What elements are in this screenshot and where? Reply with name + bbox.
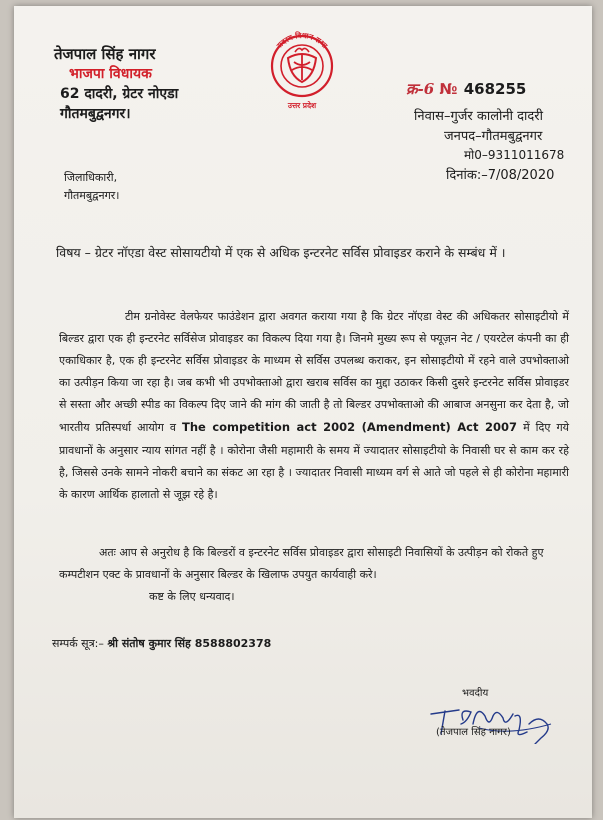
- letter-page: [14, 6, 592, 818]
- sender-role: भाजपा विधायक: [69, 66, 152, 82]
- mobile-number: मो0–9311011678: [464, 148, 565, 162]
- body-act-name: The competition act 2002 (Amendment) Act 2007: [181, 420, 518, 435]
- sender-city: गौतमबुद्वनगर।: [60, 106, 131, 122]
- legislature-emblem-icon: [264, 24, 340, 112]
- body-paragraph: [59, 306, 569, 506]
- signatory-name: (तेजपाल सिंह नागर): [436, 727, 511, 738]
- subject-line: विषय – ग्रेटर नॉएडा वेस्ट सोसायटीयो में एक से अधिक इन्टरनेट सर्विस प्रोवाइडर कराने के सम्बंध में ।: [56, 245, 506, 260]
- contact-person: श्री संतोष कुमार सिंह 8588802378: [107, 637, 272, 650]
- serial-number: [406, 79, 526, 99]
- recipient-city: गौतमबुद्वनगर।: [64, 189, 120, 202]
- closing-regards: भवदीय: [462, 688, 489, 699]
- recipient-title: जिलाधिकारी,: [64, 171, 118, 184]
- request-text: अतः आप से अनुरोध है कि बिल्डरों व इन्टरनेट सर्विस प्रोवाइडर द्वारा सोसाइटी निवासियों के उत्पीड़न को रोकते हुए कम्पटीशन एक्ट के प्रावधानों के अनुसार बिल्डर के खिलाफ उपयुत कार्यवाही करे।: [59, 546, 544, 581]
- emblem-bottom-text: उत्तर प्रदेश: [287, 101, 317, 110]
- body-text-part3: में दिए गये प्रावधानों के अनुसार न्याय सांगत नहीं है । कोरोना जैसी महामारी के समय में ज्यादातर सोसाइटीयो के निवासी घर से काम कर रहे है, जिससे उनके सामने नोकरी बचाने का संकट आ रहा है । ज्यादातर निवासी माध्यम वर्ग से आते जो पहले से ही कोरोना महामारी के कारण आर्थिक हालातो से जूझ रहे है।: [59, 421, 570, 501]
- letter-body: [59, 306, 569, 506]
- sender-name: तेजपाल सिंह नागर: [54, 45, 156, 63]
- request-paragraph: [59, 542, 569, 586]
- svg-text:सदस्य विधान सभा: [274, 31, 330, 51]
- residence-line2: जनपद–गौतमबुद्वनगर: [444, 129, 543, 144]
- serial-number-label: №: [439, 80, 459, 98]
- letter-date: दिनांक:–7/08/2020: [446, 168, 555, 183]
- body-text-part1: टीम ग्रनोवेस्ट वेलफेयर फाउंडेशन द्वारा अवगत कराया गया है कि ग्रेटर नॉएडा वेस्ट की अधिकतर सोसाइटीयो में बिल्डर द्वारा एक ही इन्टरनेट सर्विसेज प्रोवाइडर का विकल्प दिया गया है। जिनमे मुख्य रूप से फ्यूज़न नेट / एयरटेल कंपनी का ही एकाधिकार है, एक ही इन्टरनेट सर्विस प्रोवाइडर के माध्यम से सर्विस उपलब्ध कराकर, इन सोसाइटीयो में रहने वाले उपभोक्ताओ का उत्पीड़न किया जा रहा है। जब कभी भी उपभोक्ताओ द्वारा खराब सर्विस का मुद्दा उठाकर किसी दुसरे इन्टरनेट सर्विस प्रोवाइडर से सस्ता और अच्छी स्पीड का विकल्प दिए जाने की मांग की जाती है तो बिल्डर उपभोक्ताओ की आबाज अनसुना कर देता है, जो भारतीय प्रतिस्पर्धा आयोग व: [59, 310, 569, 435]
- residence-line1: निवास–गुर्जर कालोनी दादरी: [414, 109, 543, 124]
- thanks-line: कष्ट के लिए धन्यवाद।: [149, 590, 235, 603]
- sender-address: 62 दादरी, ग्रेटर नोएडा: [60, 86, 179, 102]
- contact-line: [52, 636, 271, 651]
- serial-prefix: क्र-6: [406, 80, 435, 98]
- emblem-top-text: सदस्य विधान सभा: [274, 30, 330, 51]
- serial-value: 468255: [463, 80, 527, 98]
- contact-label: सम्पर्क सूत्र:–: [52, 637, 104, 650]
